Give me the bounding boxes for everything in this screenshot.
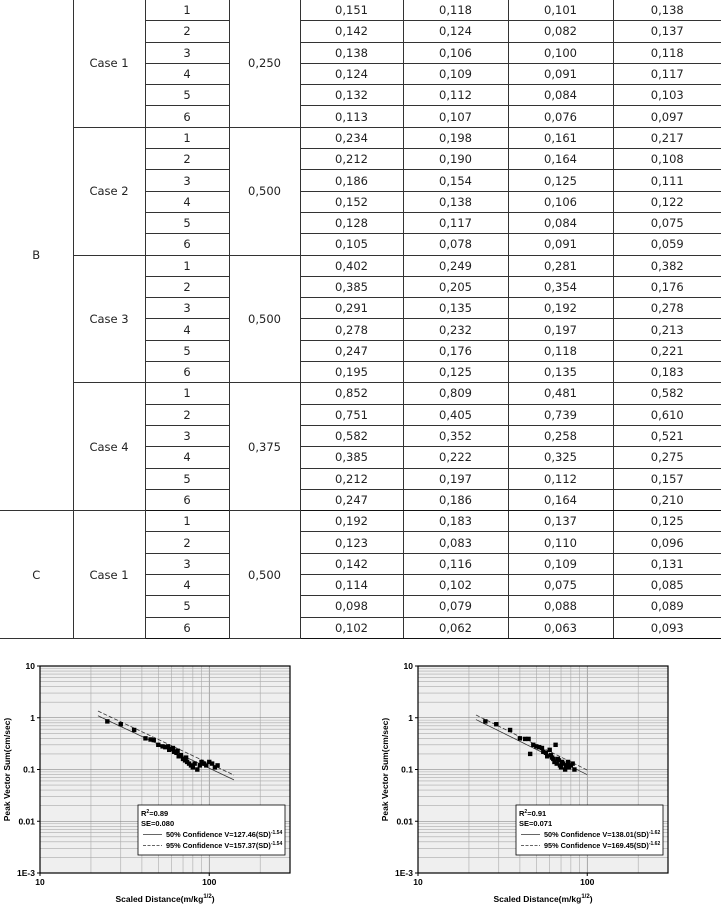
index-cell: 1 <box>145 255 229 276</box>
value-cell: 0,281 <box>508 255 613 276</box>
index-cell: 1 <box>145 383 229 404</box>
data-point <box>549 753 553 757</box>
index-cell: 4 <box>145 575 229 596</box>
legend-r2: $R^2=0.91$ <box>519 809 547 818</box>
value-cell: 0,107 <box>403 106 508 127</box>
index-cell: 3 <box>145 298 229 319</box>
value-cell: 0,078 <box>403 234 508 255</box>
value-cell: 0,076 <box>508 106 613 127</box>
value-cell: 0,101 <box>508 0 613 21</box>
data-point <box>508 728 512 732</box>
value-cell: 0,137 <box>508 511 613 532</box>
data-point <box>483 719 487 723</box>
y-tick-label: 0.01 <box>18 816 35 827</box>
value-cell: 0,751 <box>300 404 403 425</box>
value-cell: 0,192 <box>508 298 613 319</box>
value-cell: 0,183 <box>403 511 508 532</box>
value-cell: 0,151 <box>300 0 403 21</box>
index-cell: 4 <box>145 63 229 84</box>
value-cell: 0,088 <box>508 596 613 617</box>
value-cell: 0,091 <box>508 63 613 84</box>
value-cell: 0,197 <box>403 468 508 489</box>
value-cell: 0,198 <box>403 127 508 148</box>
group-cell: C <box>0 511 73 639</box>
legend-se: SE=0.071 <box>519 819 553 828</box>
data-point <box>143 736 147 740</box>
data-point <box>152 738 156 742</box>
value-cell: 0,091 <box>508 234 613 255</box>
index-cell: 6 <box>145 234 229 255</box>
case-cell: Case 2 <box>73 127 145 255</box>
value-cell: 0,118 <box>613 42 721 63</box>
data-point <box>210 761 214 765</box>
value-cell: 0,079 <box>403 596 508 617</box>
value-cell: 0,152 <box>300 191 403 212</box>
value-cell: 0,132 <box>300 85 403 106</box>
data-point <box>167 748 171 752</box>
value-cell: 0,176 <box>613 276 721 297</box>
value-cell: 0,062 <box>403 617 508 638</box>
x-tick-label: 100 <box>202 877 217 887</box>
case-cell: Case 4 <box>73 383 145 511</box>
y-axis-label: Peak Vector Sum(cm/sec) <box>2 717 12 822</box>
value-cell: 0,210 <box>613 489 721 510</box>
value-cell: 0,103 <box>613 85 721 106</box>
index-cell: 6 <box>145 617 229 638</box>
data-point <box>548 748 552 752</box>
case-cell: Case 1 <box>73 511 145 639</box>
x-axis-label: Scaled $Distance(m/kg^{1/2})$ <box>493 894 593 904</box>
value-cell: 0,125 <box>508 170 613 191</box>
x-axis-label: Scaled $Distance(m/kg^{1/2})$ <box>115 894 215 904</box>
chart-right <box>378 655 713 906</box>
value-cell: 0,402 <box>300 255 403 276</box>
table-row <box>0 383 721 404</box>
index-cell: 5 <box>145 596 229 617</box>
value-cell: 0,352 <box>403 425 508 446</box>
value-cell: 0,085 <box>613 575 721 596</box>
data-point <box>184 755 188 759</box>
value-cell: 0,113 <box>300 106 403 127</box>
value-cell: 0,186 <box>300 170 403 191</box>
param-cell: 0,500 <box>229 255 300 383</box>
value-cell: 0,138 <box>403 191 508 212</box>
data-point <box>132 728 136 732</box>
chart-left <box>0 655 335 906</box>
legend-entry: 95% Confidence V=157.37(SD)$^{-1.54}$ <box>166 841 283 850</box>
value-cell: 0,098 <box>300 596 403 617</box>
index-cell: 1 <box>145 127 229 148</box>
case-cell: Case 1 <box>73 0 145 127</box>
y-tick-label: 10 <box>25 661 35 671</box>
value-cell: 0,582 <box>613 383 721 404</box>
table-row <box>0 255 721 276</box>
param-cell: 0,250 <box>229 0 300 127</box>
value-cell: 0,124 <box>300 63 403 84</box>
value-cell: 0,123 <box>300 532 403 553</box>
index-cell: 3 <box>145 425 229 446</box>
index-cell: 1 <box>145 511 229 532</box>
y-tick-label: 1E-3 <box>17 868 35 878</box>
legend-se: SE=0.080 <box>141 819 175 828</box>
index-cell: 4 <box>145 447 229 468</box>
data-point <box>526 737 530 741</box>
index-cell: 6 <box>145 106 229 127</box>
data-point <box>192 761 196 765</box>
param-cell: 0,500 <box>229 511 300 639</box>
param-cell: 0,500 <box>229 127 300 255</box>
value-cell: 0,082 <box>508 21 613 42</box>
value-cell: 0,161 <box>508 127 613 148</box>
value-cell: 0,138 <box>613 0 721 21</box>
x-tick-label: 100 <box>580 877 595 887</box>
data-point <box>565 763 569 767</box>
value-cell: 0,135 <box>508 362 613 383</box>
index-cell: 2 <box>145 21 229 42</box>
value-cell: 0,110 <box>508 532 613 553</box>
group-cell: B <box>0 0 73 511</box>
value-cell: 0,258 <box>508 425 613 446</box>
value-cell: 0,247 <box>300 489 403 510</box>
value-cell: 0,249 <box>403 255 508 276</box>
value-cell: 0,212 <box>300 468 403 489</box>
case-cell: Case 3 <box>73 255 145 383</box>
value-cell: 0,084 <box>508 85 613 106</box>
value-cell: 0,582 <box>300 425 403 446</box>
data-point <box>494 722 498 726</box>
value-cell: 0,138 <box>300 42 403 63</box>
value-cell: 0,122 <box>613 191 721 212</box>
value-cell: 0,247 <box>300 340 403 361</box>
legend-entry: 95% Confidence V=169.45(SD)$^{-1.62}$ <box>544 841 661 850</box>
index-cell: 4 <box>145 191 229 212</box>
value-cell: 0,100 <box>508 42 613 63</box>
y-axis-label: Peak Vector Sum(cm/sec) <box>380 717 390 822</box>
value-cell: 0,131 <box>613 553 721 574</box>
value-cell: 0,075 <box>613 212 721 233</box>
index-cell: 3 <box>145 553 229 574</box>
value-cell: 0,183 <box>613 362 721 383</box>
data-point <box>572 767 576 771</box>
value-cell: 0,114 <box>300 575 403 596</box>
value-cell: 0,084 <box>508 212 613 233</box>
value-cell: 0,190 <box>403 149 508 170</box>
y-tick-label: 10 <box>403 661 413 671</box>
index-cell: 6 <box>145 362 229 383</box>
index-cell: 5 <box>145 85 229 106</box>
value-cell: 0,382 <box>613 255 721 276</box>
index-cell: 5 <box>145 340 229 361</box>
index-cell: 2 <box>145 404 229 425</box>
data-point <box>553 743 557 747</box>
data-point <box>191 765 195 769</box>
legend-entry: 50% Confidence V=138.01(SD)$^{-1.62}$ <box>544 830 661 839</box>
value-cell: 0,117 <box>613 63 721 84</box>
index-cell: 2 <box>145 532 229 553</box>
value-cell: 0,232 <box>403 319 508 340</box>
data-point <box>559 765 563 769</box>
value-cell: 0,195 <box>300 362 403 383</box>
value-cell: 0,197 <box>508 319 613 340</box>
value-cell: 0,385 <box>300 447 403 468</box>
table-row <box>0 127 721 148</box>
value-cell: 0,176 <box>403 340 508 361</box>
data-point <box>175 749 179 753</box>
value-cell: 0,275 <box>613 447 721 468</box>
value-cell: 0,105 <box>300 234 403 255</box>
x-tick-label: 10 <box>35 877 45 887</box>
value-cell: 0,108 <box>613 149 721 170</box>
value-cell: 0,106 <box>403 42 508 63</box>
index-cell: 2 <box>145 149 229 170</box>
data-point <box>560 760 564 764</box>
data-point <box>119 722 123 726</box>
value-cell: 0,192 <box>300 511 403 532</box>
value-cell: 0,164 <box>508 489 613 510</box>
index-cell: 6 <box>145 489 229 510</box>
y-tick-label: 0.1 <box>401 764 413 775</box>
value-cell: 0,385 <box>300 276 403 297</box>
data-point <box>105 719 109 723</box>
value-cell: 0,278 <box>613 298 721 319</box>
index-cell: 3 <box>145 42 229 63</box>
value-cell: 0,164 <box>508 149 613 170</box>
data-point <box>563 767 567 771</box>
value-cell: 0,278 <box>300 319 403 340</box>
table-row <box>0 511 721 532</box>
value-cell: 0,205 <box>403 276 508 297</box>
value-cell: 0,610 <box>613 404 721 425</box>
value-cell: 0,111 <box>613 170 721 191</box>
value-cell: 0,142 <box>300 553 403 574</box>
value-cell: 0,481 <box>508 383 613 404</box>
table-row <box>0 0 721 21</box>
value-cell: 0,809 <box>403 383 508 404</box>
data-point <box>179 753 183 757</box>
value-cell: 0,325 <box>508 447 613 468</box>
value-cell: 0,521 <box>613 425 721 446</box>
value-cell: 0,125 <box>613 511 721 532</box>
data-point <box>570 761 574 765</box>
value-cell: 0,106 <box>508 191 613 212</box>
value-cell: 0,221 <box>613 340 721 361</box>
value-cell: 0,102 <box>300 617 403 638</box>
value-cell: 0,112 <box>508 468 613 489</box>
value-cell: 0,063 <box>508 617 613 638</box>
value-cell: 0,157 <box>613 468 721 489</box>
value-cell: 0,116 <box>403 553 508 574</box>
data-point <box>528 752 532 756</box>
data-point <box>215 763 219 767</box>
value-cell: 0,128 <box>300 212 403 233</box>
value-cell: 0,154 <box>403 170 508 191</box>
y-tick-label: 1E-3 <box>395 868 413 878</box>
index-cell: 1 <box>145 0 229 21</box>
value-cell: 0,142 <box>300 21 403 42</box>
value-cell: 0,109 <box>403 63 508 84</box>
index-cell: 2 <box>145 276 229 297</box>
value-cell: 0,112 <box>403 85 508 106</box>
value-cell: 0,354 <box>508 276 613 297</box>
index-cell: 4 <box>145 319 229 340</box>
x-tick-label: 10 <box>413 877 423 887</box>
value-cell: 0,137 <box>613 21 721 42</box>
value-cell: 0,117 <box>403 212 508 233</box>
legend-entry: 50% Confidence V=127.46(SD)$^{-1.54}$ <box>166 830 283 839</box>
data-point <box>540 746 544 750</box>
data-point <box>156 743 160 747</box>
value-cell: 0,118 <box>508 340 613 361</box>
index-cell: 5 <box>145 468 229 489</box>
value-cell: 0,217 <box>613 127 721 148</box>
value-cell: 0,097 <box>613 106 721 127</box>
y-tick-label: 0.1 <box>23 764 35 775</box>
value-cell: 0,096 <box>613 532 721 553</box>
data-point <box>518 736 522 740</box>
value-cell: 0,739 <box>508 404 613 425</box>
value-cell: 0,118 <box>403 0 508 21</box>
value-cell: 0,852 <box>300 383 403 404</box>
y-tick-label: 0.01 <box>396 816 413 827</box>
value-cell: 0,093 <box>613 617 721 638</box>
value-cell: 0,186 <box>403 489 508 510</box>
data-point <box>195 767 199 771</box>
value-cell: 0,405 <box>403 404 508 425</box>
index-cell: 5 <box>145 212 229 233</box>
value-cell: 0,222 <box>403 447 508 468</box>
data-point <box>556 757 560 761</box>
value-cell: 0,291 <box>300 298 403 319</box>
value-cell: 0,212 <box>300 149 403 170</box>
value-cell: 0,234 <box>300 127 403 148</box>
value-cell: 0,213 <box>613 319 721 340</box>
value-cell: 0,083 <box>403 532 508 553</box>
value-cell: 0,124 <box>403 21 508 42</box>
param-cell: 0,375 <box>229 383 300 511</box>
index-cell: 3 <box>145 170 229 191</box>
value-cell: 0,059 <box>613 234 721 255</box>
legend-r2: $R^2=0.89$ <box>141 809 169 818</box>
y-tick-label: 1 <box>408 712 413 723</box>
value-cell: 0,109 <box>508 553 613 574</box>
value-cell: 0,089 <box>613 596 721 617</box>
value-cell: 0,135 <box>403 298 508 319</box>
value-cell: 0,075 <box>508 575 613 596</box>
y-tick-label: 1 <box>30 712 35 723</box>
value-cell: 0,102 <box>403 575 508 596</box>
value-cell: 0,125 <box>403 362 508 383</box>
